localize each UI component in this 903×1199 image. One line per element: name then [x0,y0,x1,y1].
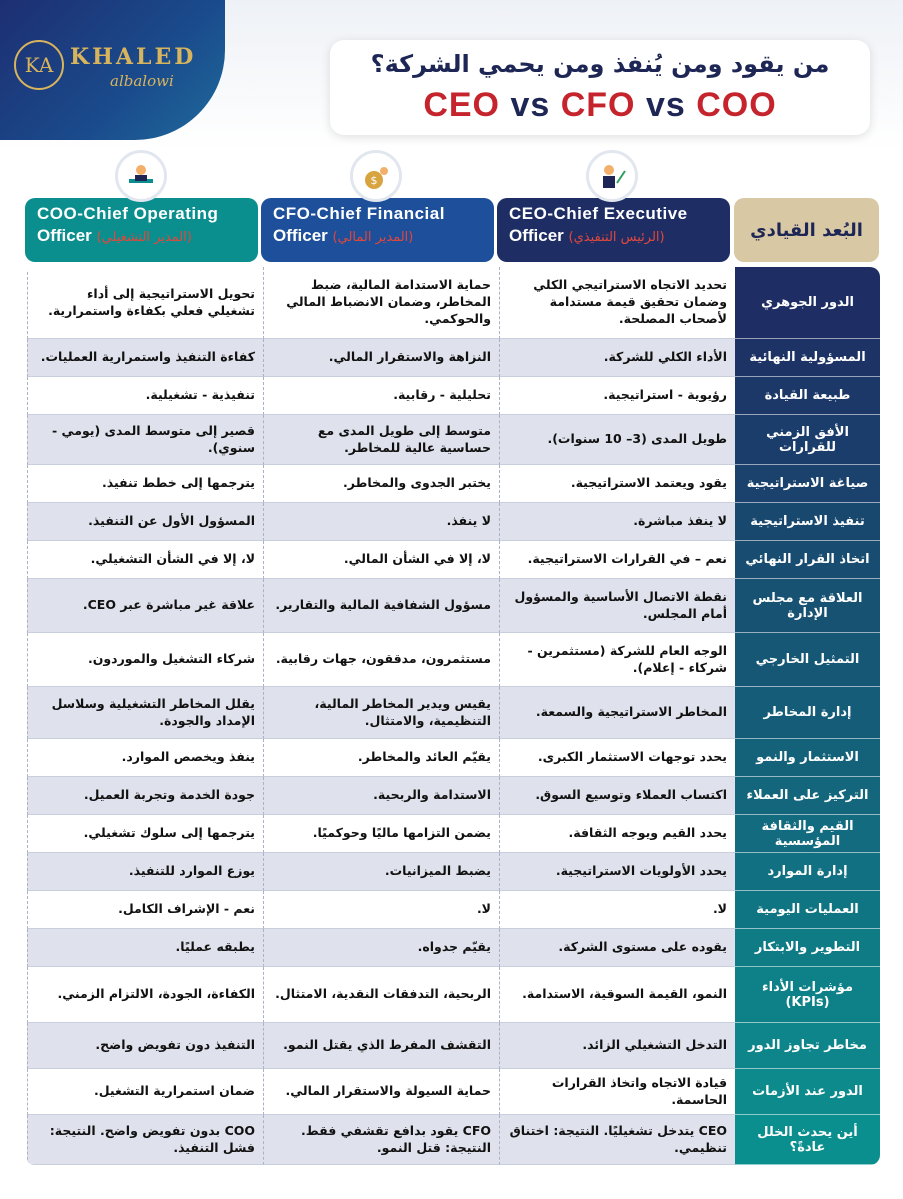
coo-cell-text: يقلل المخاطر التشغيلية وسلاسل الإمداد والجودة. [51,695,255,728]
cfo-cell [263,815,499,853]
dimension-cell [735,541,880,579]
coo-cell-text: شركاء التشغيل والموردون. [87,651,255,667]
coo-title-line2: Officer [37,226,92,245]
ceo-cell [499,853,735,891]
dimension-cell [735,503,880,541]
table-row [25,929,880,967]
cfo-cell-text: مسؤول الشفافية المالية والتقارير. [275,597,491,613]
coo-cell-text: قصير إلى متوسط المدى (يومي - سنوي). [52,422,255,455]
coo-cell-text: التنفيذ دون تفويض واضح. [95,1037,255,1053]
ceo-cell-text: يحدد توجهات الاستثمار الكبرى. [537,749,727,765]
cfo-cell [263,929,499,967]
cfo-cell-text: حماية السيولة والاستقرار المالي. [285,1083,491,1099]
dimension-cell [735,891,880,929]
table-row [25,687,880,739]
column-header-ceo [497,198,730,262]
coo-cell-text: الكفاءة، الجودة، الالتزام الزمني. [57,986,255,1002]
ceo-cell [499,1115,735,1165]
subtitle-ceo: CEO [423,86,500,124]
column-header-cfo [261,198,494,262]
coo-title-arabic: (المدير التشغيلي) [96,230,192,245]
ceo-cell [499,579,735,633]
ceo-cell [499,415,735,465]
coo-cell [27,579,263,633]
coo-cell [27,687,263,739]
cfo-cell-text: يختبر الجدوى والمخاطر. [343,475,491,491]
ceo-cell [499,929,735,967]
dimension-cell [735,815,880,853]
table-row [25,633,880,687]
coo-cell [27,777,263,815]
ceo-cell [499,633,735,687]
ceo-cell [499,815,735,853]
ceo-cell-text: التدخل التشغيلي الزائد. [582,1037,727,1053]
ceo-cell [499,1069,735,1115]
cfo-cell [263,853,499,891]
cfo-cell [263,687,499,739]
ceo-cell [499,967,735,1023]
dimension-cell [735,1069,880,1115]
ceo-cell-text: المخاطر الاستراتيجية والسمعة. [535,704,727,720]
ceo-cell [499,465,735,503]
table-row [25,815,880,853]
cfo-cell [263,377,499,415]
executive-growth-icon [586,150,638,202]
coo-cell-text: يطبقه عمليًا. [175,939,255,955]
cfo-cell [263,465,499,503]
cfo-cell [263,1023,499,1069]
coo-cell [27,541,263,579]
coo-cell [27,633,263,687]
dimension-cell-text: الدور الجوهري [761,295,854,310]
cfo-cell-text: يضبط الميزانيات. [384,863,491,879]
ceo-cell-text: تحديد الاتجاه الاستراتيجي الكلي وضمان تحقيق قيمة مستدامة لأصحاب المصلحة. [533,277,727,326]
ceo-cell [499,267,735,339]
subtitle-vs-1: vs [500,86,561,124]
coo-cell-text: COO بدون تفويض واضح. النتيجة: فشل التنفيذ. [49,1122,255,1155]
dimension-cell-text: الاستثمار والنمو [756,750,859,765]
dimension-cell-text: اتخاذ القرار النهائي [745,552,870,567]
ceo-title-arabic: (الرئيس التنفيذي) [568,230,665,245]
ceo-cell-text: يحدد القيم ويوجه الثقافة. [568,825,727,841]
table-row [25,1023,880,1069]
table-row [25,1069,880,1115]
logo-monogram: KA [14,40,64,90]
dimension-cell [735,687,880,739]
ceo-cell [499,739,735,777]
table-row [25,339,880,377]
cfo-cell-text: متوسط إلى طويل المدى مع حساسية عالية للمخاطر. [317,422,491,455]
coo-title-line1: COO-Chief Operating [37,204,219,223]
dimension-cell-text: تنفيذ الاستراتيجية [750,514,865,529]
cfo-cell-text: تحليلية - رقابية. [393,387,491,403]
ceo-cell-text: CEO يتدخل تشغيليًا. النتيجة: اختناق تنظيمي. [509,1122,727,1155]
dimension-cell [735,853,880,891]
cfo-cell [263,415,499,465]
cfo-cell [263,633,499,687]
money-bag-icon [350,150,402,202]
cfo-cell [263,503,499,541]
ceo-cell-text: اكتساب العملاء وتوسيع السوق. [535,787,727,803]
ceo-cell-text: لا. [712,901,727,917]
coo-cell [27,739,263,777]
dimension-cell-text: إدارة المخاطر [763,705,852,720]
logo-subname: albalowi [110,72,174,90]
cfo-cell [263,967,499,1023]
coo-cell [27,929,263,967]
header [0,0,903,150]
dimension-cell [735,633,880,687]
coo-cell-text: يترجمها إلى سلوك تشغيلي. [83,825,255,841]
cfo-cell-text: يقيس ويدير المخاطر المالية، التنظيمية، والامتثال. [314,695,491,728]
ceo-cell-text: الوجه العام للشركة (مستثمرين - شركاء - إعلام). [527,642,727,675]
ceo-cell-text: يحدد الأولويات الاستراتيجية. [555,863,727,879]
ceo-cell-text: يقوده على مستوى الشركة. [558,939,727,955]
cfo-cell-text: الاستدامة والربحية. [373,787,491,803]
ceo-cell-text: رؤيوية - استراتيجية. [603,387,727,403]
page-title: من يقود ومن يُنفذ ومن يحمي الشركة؟ [370,50,830,78]
table-row [25,579,880,633]
table-row [25,967,880,1023]
table-row [25,777,880,815]
coo-cell [27,1069,263,1115]
table-row [25,891,880,929]
ceo-title-line2: Officer [509,226,564,245]
dimension-cell [735,267,880,339]
ceo-cell [499,891,735,929]
ceo-cell [499,1023,735,1069]
logo-name: KHALED [70,44,197,70]
subtitle-coo: COO [696,86,777,124]
dimension-cell [735,1023,880,1069]
cfo-cell [263,1069,499,1115]
ceo-cell [499,503,735,541]
table-row [25,541,880,579]
dimension-cell-text: القيم والثقافة المؤسسية [761,818,854,849]
table-row [25,1115,880,1165]
dimension-cell [735,967,880,1023]
coo-cell [27,853,263,891]
cfo-cell [263,739,499,777]
dimension-cell-text: الأفق الزمني للقرارات [766,424,849,455]
cfo-cell [263,579,499,633]
dimension-cell [735,777,880,815]
dimension-cell [735,739,880,777]
cfo-cell [263,777,499,815]
cfo-cell-text: مستثمرون، مدققون، جهات رقابية. [275,651,491,667]
coo-cell [27,377,263,415]
subtitle-cfo: CFO [560,86,636,124]
cfo-title-arabic: (المدير المالي) [332,230,414,245]
coo-cell [27,815,263,853]
coo-cell [27,465,263,503]
ceo-cell-text: نقطة الاتصال الأساسية والمسؤول أمام المجلس. [514,588,727,621]
table-row [25,415,880,465]
dimension-cell-text: العمليات اليومية [756,902,859,917]
table-row [25,739,880,777]
cfo-cell-text: CFO يقود بدافع تقشفي فقط. النتيجة: قتل النمو. [301,1122,491,1155]
page-subtitle [330,86,870,125]
column-header-coo [25,198,258,262]
coo-cell [27,339,263,377]
dimension-cell [735,1115,880,1165]
cfo-cell [263,1115,499,1165]
dimension-cell-text: طبيعة القيادة [764,388,851,403]
cfo-cell [263,267,499,339]
subtitle-vs-2: vs [635,86,697,124]
dimension-cell [735,339,880,377]
cfo-cell-text: لا ينفذ. [446,513,491,529]
coo-cell-text: لا، إلا في الشأن التشغيلي. [90,551,255,567]
coo-cell-text: المسؤول الأول عن التنفيذ. [88,513,255,529]
coo-cell-text: ينفذ ويخصص الموارد. [121,749,255,765]
table-row [25,377,880,415]
dimension-cell-text: التطوير والابتكار [754,940,861,955]
dimension-cell-text: الدور عند الأزمات [752,1084,863,1099]
coo-cell-text: نعم - الإشراف الكامل. [118,901,255,917]
ceo-cell-text: طويل المدى (3– 10 سنوات). [547,431,727,447]
cfo-cell [263,339,499,377]
dimension-cell [735,377,880,415]
coo-cell-text: ضمان استمرارية التشغيل. [94,1083,255,1099]
dimension-cell-text: المسؤولية النهائية [749,350,866,365]
cfo-cell-text: التقشف المفرط الذي يقتل النمو. [283,1037,491,1053]
dimension-cell [735,465,880,503]
cfo-cell-text: الربحية، التدفقات النقدية، الامتثال. [275,986,491,1002]
table-row [25,503,880,541]
column-header-dimension: البُعد القيادي [734,198,879,262]
cfo-cell-text: حماية الاستدامة المالية، ضبط المخاطر، وضمان الانضباط المالي والحوكمي. [286,277,491,326]
dimension-cell-text: أين يحدث الخلل عادةً؟ [757,1124,858,1155]
ceo-cell [499,339,735,377]
ceo-cell-text: النمو، القيمة السوقية، الاستدامة. [522,986,727,1002]
cfo-cell [263,891,499,929]
dimension-cell-text: مخاطر تجاوز الدور [748,1038,867,1053]
dimension-cell-text: إدارة الموارد [767,864,848,879]
coo-cell [27,1023,263,1069]
ceo-title-line1: CEO-Chief Executive [509,204,688,223]
coo-cell [27,891,263,929]
title-card [330,40,870,135]
ceo-cell [499,377,735,415]
coo-cell-text: تنفيذية - تشغيلية. [145,387,255,403]
dimension-cell-text: التمثيل الخارجي [755,652,860,667]
coo-cell-text: كفاءة التنفيذ واستمرارية العمليات. [40,349,255,365]
coo-cell-text: جودة الخدمة وتجربة العميل. [83,787,255,803]
comparison-table [25,267,880,1165]
cfo-cell-text: يضمن التزامها ماليًا وحوكميًا. [312,825,491,841]
dimension-cell-text: العلاقة مع مجلس الإدارة [752,590,863,621]
dimension-cell [735,415,880,465]
cfo-title-line2: Officer [273,226,328,245]
cfo-cell-text: يقيّم جدواه. [417,939,491,955]
ceo-cell [499,541,735,579]
ceo-cell-text: يقود ويعتمد الاستراتيجية. [570,475,727,491]
ceo-cell-text: لا ينفذ مباشرة. [633,513,727,529]
cfo-cell [263,541,499,579]
coo-cell [27,503,263,541]
coo-cell-text: يترجمها إلى خطط تنفيذ. [101,475,255,491]
coo-cell [27,415,263,465]
ceo-cell [499,777,735,815]
table-row [25,465,880,503]
table-row [25,853,880,891]
svg-text:$: $ [370,174,378,187]
dimension-cell-text: التركيز على العملاء [746,788,869,803]
brand-logo [0,0,225,140]
operator-desk-icon [115,150,167,202]
ceo-cell-text: نعم – في القرارات الاستراتيجية. [527,551,727,567]
cfo-cell-text: النزاهة والاستقرار المالي. [328,349,491,365]
ceo-cell-text: الأداء الكلي للشركة. [603,349,727,365]
coo-cell-text: يوزع الموارد للتنفيذ. [128,863,255,879]
coo-cell [27,967,263,1023]
ceo-cell [499,687,735,739]
cfo-cell-text: لا، إلا في الشأن المالي. [343,551,491,567]
coo-cell-text: علاقة غير مباشرة عبر CEO. [82,597,255,613]
dimension-cell [735,929,880,967]
coo-cell [27,267,263,339]
ceo-cell-text: قيادة الاتجاه واتخاذ القرارات الحاسمة. [551,1074,727,1107]
coo-cell-text: تحويل الاستراتيجية إلى أداء تشغيلي فعلي بكفاءة واستمرارية. [48,285,255,318]
dimension-cell-text: صياغة الاستراتيجية [746,476,869,491]
coo-cell [27,1115,263,1165]
dimension-cell [735,579,880,633]
table-row [25,267,880,339]
cfo-cell-text: يقيّم العائد والمخاطر. [357,749,491,765]
cfo-title-line1: CFO-Chief Financial [273,204,445,223]
dimension-cell-text: مؤشرات الأداء (KPIs) [761,979,854,1010]
cfo-cell-text: لا. [476,901,491,917]
